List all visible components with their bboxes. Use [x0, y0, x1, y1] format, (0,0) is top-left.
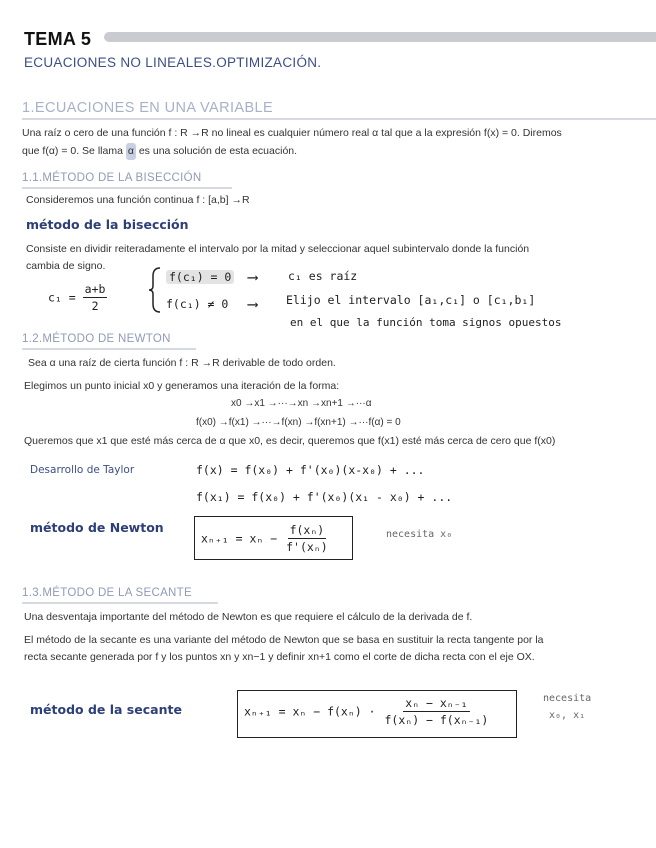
biseccion-handwritten-title: método de la bisección — [26, 217, 189, 232]
newton-numerator: f(xₙ) — [289, 523, 325, 537]
subsection-underline — [22, 187, 232, 189]
newton-line: Queremos que x1 que esté más cerca de α que x0, es decir, queremos que f(x1) esté más cerca de cero que f(x0) — [24, 435, 556, 447]
subsection-underline — [22, 348, 196, 350]
secante-handwritten-title: método de la secante — [30, 702, 182, 717]
intro-paragraph-line — [22, 143, 297, 160]
newton-line: Elegimos un punto inicial x0 y generamos una iteración de la forma: — [24, 380, 340, 392]
page-subtitle: ECUACIONES NO LINEALES.OPTIMIZACIÓN. — [24, 55, 322, 70]
result-interval: Elijo el intervalo [a₁,c₁] o [c₁,b₁] — [286, 293, 536, 307]
newton-denominator: f'(xₙ) — [286, 540, 328, 554]
taylor-expansion-x: f(x) = f(x₀) + f'(x₀)(x-x₀) + ... — [196, 463, 425, 477]
secante-formula — [244, 696, 490, 727]
newton-needs: necesita x₀ — [386, 529, 453, 540]
subsection-underline — [22, 602, 218, 604]
case-not-root: f(c₁) ≠ 0 — [166, 297, 229, 311]
secante-line: Una desventaja importante del método de Newton es que requiere el cálculo de la derivada de f. — [24, 611, 473, 623]
biseccion-consider: Consideremos una función continua f : [a,b] →R — [26, 194, 250, 206]
c1-numerator: a+b — [84, 282, 106, 296]
newton-formula-box — [194, 516, 353, 560]
secante-fraction — [383, 696, 491, 727]
highlighted-alpha: α — [126, 143, 136, 160]
newton-formula-lhs: xₙ₊₁ = xₙ − — [201, 531, 278, 546]
subsection-heading-secante: 1.3.MÉTODO DE LA SECANTE — [22, 587, 192, 599]
c1-formula — [48, 282, 107, 313]
biseccion-desc-line: cambia de signo. — [26, 260, 106, 272]
biseccion-desc-line: Consiste en dividir reiteradamente el intervalo por la mitad y seleccionar aquel subintervalo donde la función — [26, 243, 530, 255]
c1-lhs: c₁ = — [48, 290, 76, 305]
newton-handwritten-title: método de Newton — [30, 520, 164, 535]
intro-text: es una solución de esta ecuación. — [138, 145, 298, 157]
intro-paragraph-line: Una raíz o cero de una función f : R →R no lineal es cualquier número real α tal que a la expresión f(x) = 0. Diremos — [22, 127, 562, 139]
newton-sequence-x: x0 →x1 →···→xn →xn+1 →···α — [231, 398, 372, 409]
section-heading: 1.ECUACIONES EN UNA VARIABLE — [22, 100, 274, 116]
intro-text: que f(α) = 0. Se llama — [22, 145, 123, 157]
c1-denominator: 2 — [91, 299, 99, 313]
taylor-label: Desarrollo de Taylor — [30, 464, 135, 476]
secante-numerator: xₙ − xₙ₋₁ — [405, 696, 468, 710]
secante-formula-box — [237, 690, 517, 738]
result-opposite-signs: en el que la función toma signos opuestos — [290, 316, 562, 329]
section-divider — [22, 118, 656, 120]
secante-needs: necesita — [543, 693, 592, 704]
secante-line: El método de la secante es una variante del método de Newton que se basa en sustituir la recta tangente por la — [24, 634, 544, 646]
secante-denominator: f(xₙ) − f(xₙ₋₁) — [384, 713, 489, 727]
secante-line: recta secante generada por f y los puntos xn y xn−1 y definir xn+1 como el corte de dicha recta con el eje OX. — [24, 651, 535, 663]
result-root: c₁ es raíz — [288, 269, 358, 283]
newton-formula — [201, 523, 330, 554]
c1-fraction — [83, 282, 108, 313]
page-title: TEMA 5 — [24, 29, 92, 49]
arrow-icon: ⟶ — [248, 295, 258, 313]
newton-fraction — [284, 523, 330, 554]
subsection-heading-newton: 1.2.MÉTODO DE NEWTON — [22, 333, 171, 345]
arrow-icon: ⟶ — [248, 268, 258, 286]
newton-sequence-f: f(x0) →f(x1) →···→f(xn) →f(xn+1) →···f(α) = 0 — [196, 417, 401, 428]
newton-line: Sea α una raíz de cierta función f : R →R derivable de todo orden. — [28, 357, 336, 369]
secante-formula-lhs: xₙ₊₁ = xₙ − f(xₙ) · — [244, 704, 376, 719]
subsection-heading-biseccion: 1.1.MÉTODO DE LA BISECCIÓN — [22, 172, 202, 184]
case-root: f(c₁) = 0 — [166, 270, 234, 284]
secante-needs-values: x₀, x₁ — [549, 710, 586, 721]
taylor-expansion-x1: f(x₁) = f(x₀) + f'(x₀)(x₁ - x₀) + ... — [196, 490, 453, 504]
case-brace — [148, 266, 162, 314]
title-bar-decoration — [104, 32, 656, 42]
